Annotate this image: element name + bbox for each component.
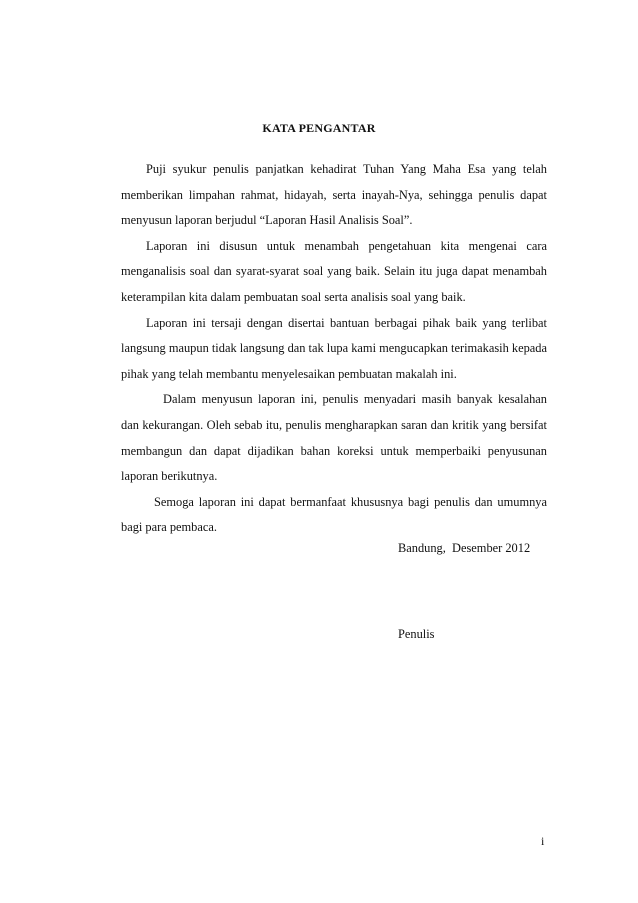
signature-author: Penulis bbox=[398, 627, 435, 641]
paragraph-limitations: Dalam menyusun laporan ini, penulis menyadari masih banyak kesalahan dan kekurangan. Oleh sebab itu, penulis mengharapkan saran dan kritik yang bersifat membangun dan dapat dijadikan bahan koreksi untuk memperbaiki penyusunan laporan berikutnya. bbox=[121, 392, 547, 484]
paragraph-closing: Semoga laporan ini dapat bermanfaat khususnya bagi penulis dan umumnya bagi para pembaca. bbox=[121, 494, 547, 535]
paragraph-purpose: Laporan ini disusun untuk menambah pengetahuan kita mengenai cara menganalisis soal dan syarat-syarat soal yang baik. Selain itu juga dapat menambah keterampilan kita dalam pembuatan soal serta analisis soal yang baik. bbox=[121, 238, 547, 304]
paragraph-opening: Puji syukur penulis panjatkan kehadirat Tuhan Yang Maha Esa yang telah memberikan limpahan rahmat, hidayah, serta inayah-Nya, sehingga penulis dapat menyusun laporan berjudul “Laporan Hasil Analisis Soal”. bbox=[121, 162, 547, 228]
signature-place-date: Bandung, Desember 2012 bbox=[398, 541, 531, 555]
page-title: KATA PENGANTAR bbox=[262, 121, 376, 135]
page-number: i bbox=[541, 834, 545, 848]
paragraph-acknowledgement: Laporan ini tersaji dengan disertai bantuan berbagai pihak baik yang terlibat langsung maupun tidak langsung dan tak lupa kami mengucapkan terimakasih kepada pihak yang telah membantu menyelesaikan pembuatan makalah ini. bbox=[121, 315, 547, 381]
body-text bbox=[121, 157, 547, 541]
